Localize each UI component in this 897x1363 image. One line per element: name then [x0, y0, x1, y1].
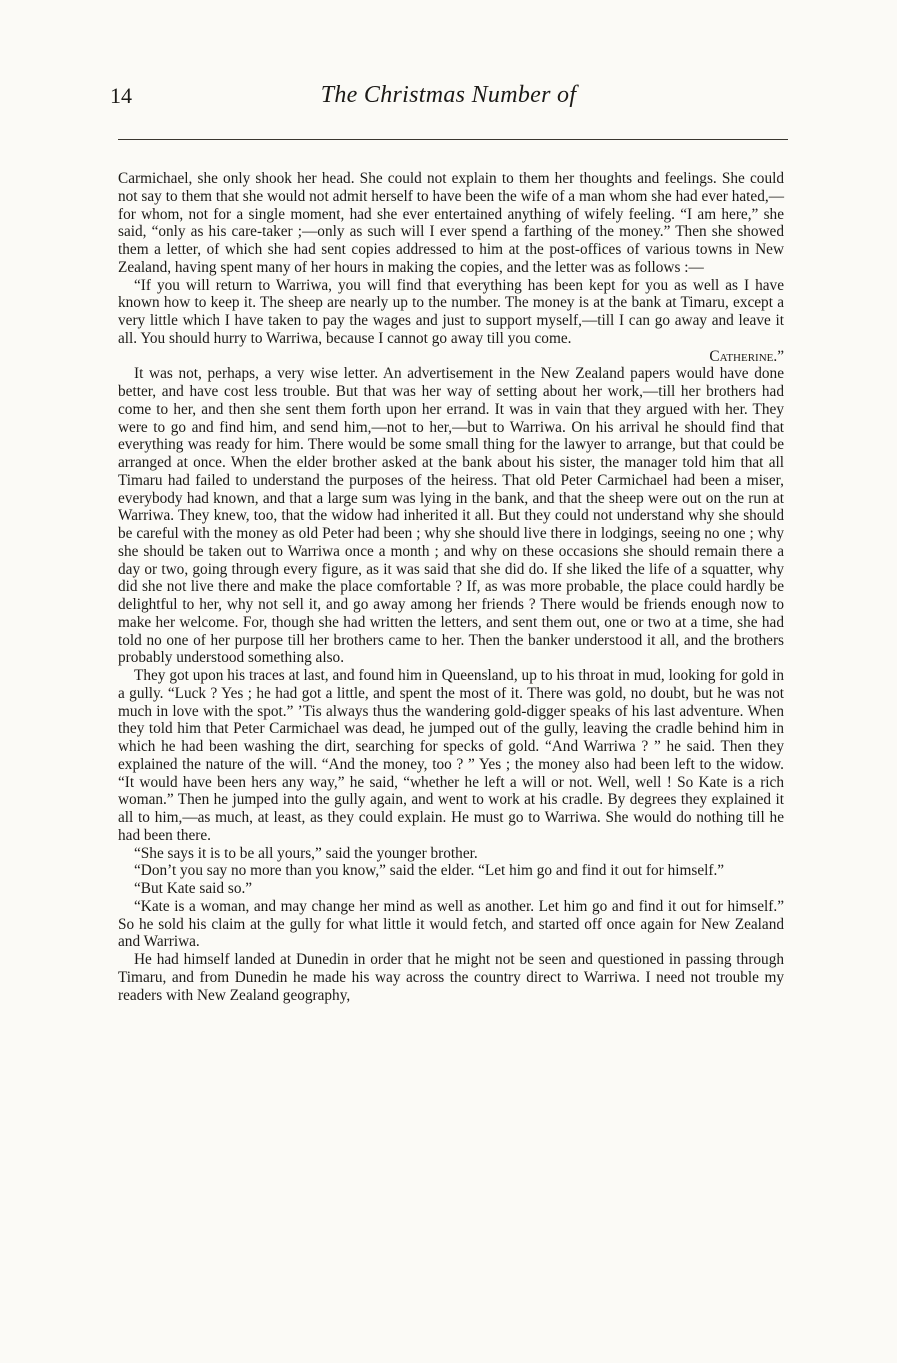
body-text: [118, 170, 784, 1004]
paragraph: “Don’t you say no more than you know,” said the elder. “Let him go and find it out for himself.”: [134, 862, 725, 880]
paragraph: He had himself landed at Dunedin in order that he might not be seen and questioned in passing through Timaru, and from Dunedin he made his way across the country direct to Warriwa. I need not trouble my readers with New Zealand geography,: [118, 951, 784, 1004]
letter-signature: Catherine.”: [709, 347, 784, 365]
header-rule: [118, 139, 788, 140]
page-number: 14: [110, 83, 132, 108]
paragraph: “She says it is to be all yours,” said the younger brother.: [134, 844, 478, 862]
paragraph: “Kate is a woman, and may change her mind as well as another. Let him go and find it out for himself.” So he sold his claim at the gully for what little it would fetch, and started off once again for New Zealand and Warriwa.: [118, 897, 784, 951]
paragraph: It was not, perhaps, a very wise letter. An advertisement in the New Zealand papers would have done better, and have cost less trouble. But that was her way of setting about her work,—till her brothers had come to her, and then she sent them forth upon her errand. It was in vain that they argued with her. They were to go and find him, and send him,—not to her,—but to Warriwa. On his arrival he should find that everything was ready for him. There would be some small thing for the lawyer to arrange, but that could be arranged at once. When the elder brother asked at the bank about his sister, the manager told him that all Timaru had failed to understand the purposes of the heiress. That old Peter Carmichael had been a miser, everybody had known, and that a large sum was lying in the bank, and that the sheep were out on the run at Warriwa. They knew, too, that the widow had inherited it all. But they could not understand why she should be careful with the money as old Peter had been ; why she should live there in lodgings, seeing no one ; why she should be taken out to Warriwa once a month ; and why on these occasions she should remain there a day or two, going through every figure, as it was said that she did do. If she liked the life of a squatter, why did she not live there and make the place comfortable ? If, as was more probable, the place could hardly be delightful to her, why not sell it, and go away among her friends ? There would be friends enough now to make her welcome. For, though she had written the letters, and sent them out, one or two at a time, she had told no one of her purpose till her brothers came to her. Then the banker understood it all, and the brothers probably understood something also.: [118, 365, 784, 667]
letter-body: “If you will return to Warriwa, you will find that everything has been kept for you as well as I have known how to keep it. The sheep are nearly up to the number. The money is at the bank at Timaru, except a very little which I have taken to pay the wages and just to support myself,—till I can go away and leave it all. You should hurry to Warriwa, because I cannot go away till you come.: [118, 276, 784, 347]
running-head: The Christmas Number of: [320, 82, 577, 108]
paragraph: “But Kate said so.”: [134, 880, 253, 897]
paragraph: They got upon his traces at last, and found him in Queensland, up to his throat in mud, looking for gold in a gully. “Luck ? Yes ; he had got a little, and spent the most of it. There was gold, no doubt, but he was not much in love with the spot.” ’Tis always thus the wandering gold-digger speaks of his last adventure. When they told him that Peter Carmichael was dead, he jumped out of the gully, leaving the cradle behind him in which he had been washing the dirt, searching for specks of gold. “And Warriwa ? ” he said. Then they explained the nature of the will. “And the money, too ? ” Yes ; the money also had been left to the widow. “It would have been hers any way,” he said, “whether he left a will or not. Well, well ! So Kate is a rich woman.” Then he jumped into the gully again, and went to work at his cradle. By degrees they explained it all to him,—as much, at least, as they could explain. He must go to Warriwa. She would do nothing till he had been there.: [118, 667, 784, 844]
paragraph: Carmichael, she only shook her head. She could not explain to them her thoughts and feelings. She could not say to them that she would not admit herself to have been the wife of a man whom she had ever hated,—for whom, not for a single moment, had she ever entertained anything of wifely feeling. “I am here,” she said, “only as his care-taker ;—only as such will I ever spend a farthing of the money.” Then she showed them a letter, of which she had sent copies addressed to him at the post-offices of various towns in New Zealand, having spent many of her hours in making the copies, and the letter was as follows :—: [118, 170, 784, 276]
letter-quote: [118, 277, 784, 366]
